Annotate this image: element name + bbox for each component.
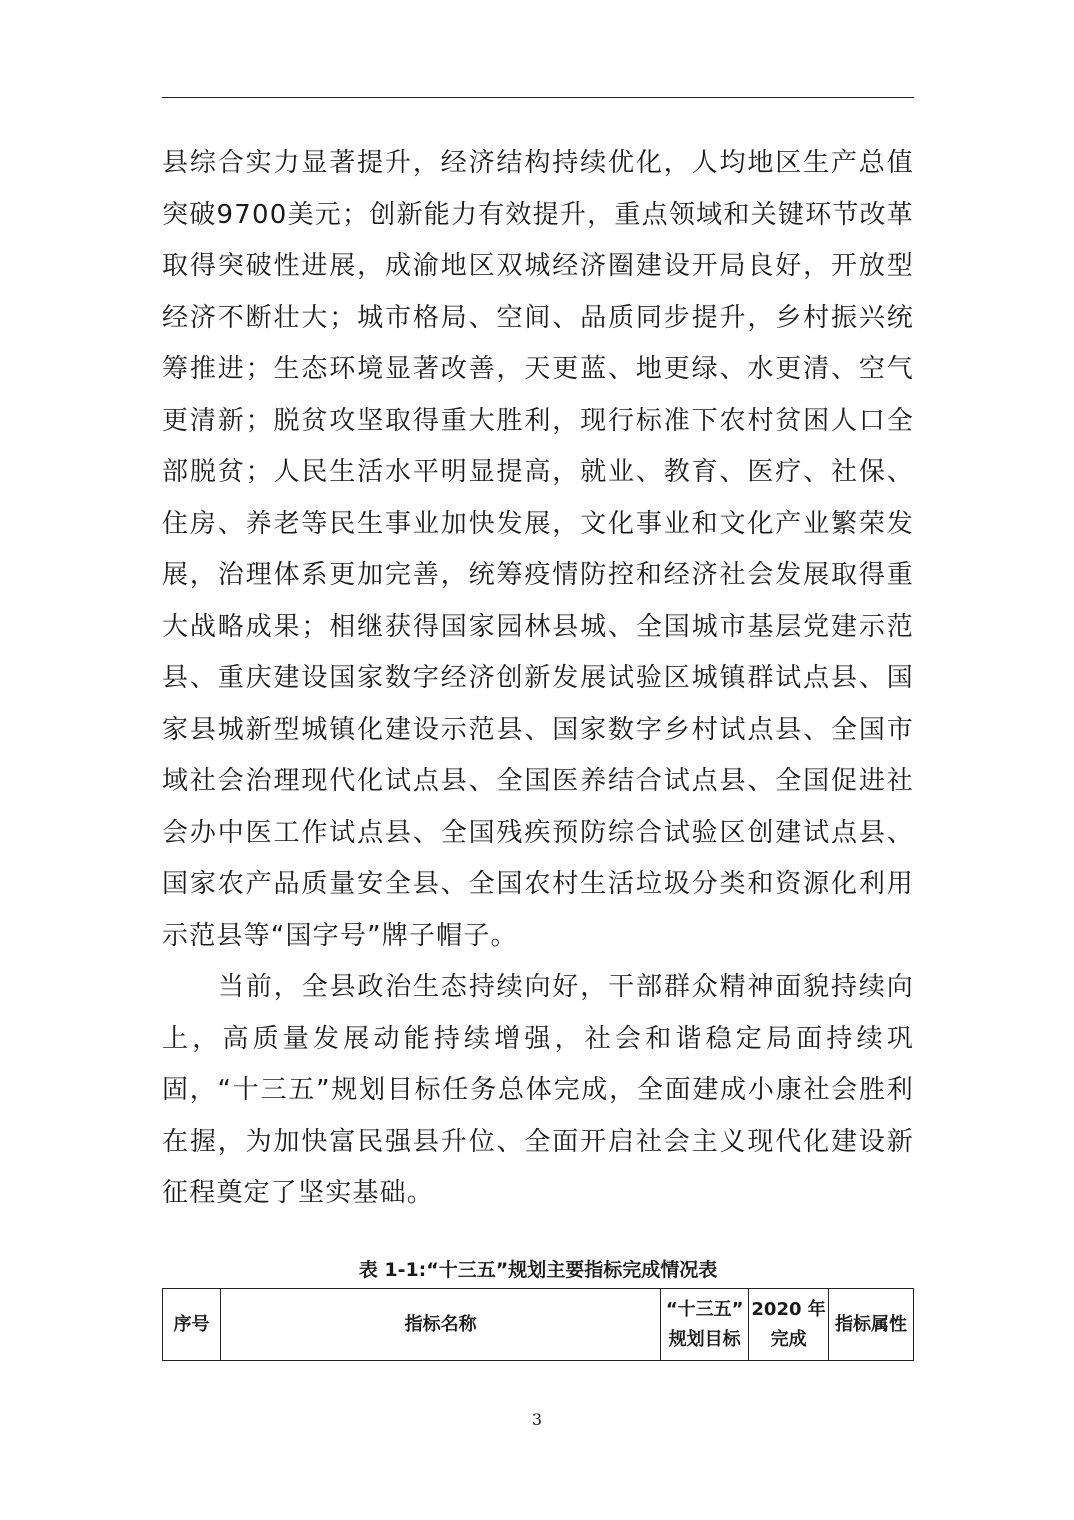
header-2020-done	[749, 1289, 829, 1361]
table-header-row	[163, 1289, 914, 1361]
header-2020-done-line1: 2020 年	[751, 1298, 826, 1320]
indicators-table	[162, 1288, 914, 1361]
header-attribute: 指标属性	[829, 1289, 914, 1361]
header-indicator-name: 指标名称	[220, 1289, 660, 1361]
header-index: 序号	[163, 1289, 221, 1361]
paragraph-current-status: 当前，全县政治生态持续向好，干部群众精神面貌持续向上，高质量发展动能持续增强，社会和谐稳定局面持续巩固，“十三五”规划目标任务总体完成，全面建成小康社会胜利在握，为加快富民强县升位、全面开启社会主义现代化建设新征程奠定了坚实基础。	[162, 972, 914, 1208]
page-number: 3	[531, 1410, 543, 1429]
header-2020-done-line2: 完成	[770, 1328, 807, 1350]
header-plan-target-line2: 规划目标	[668, 1328, 741, 1350]
header-rule	[162, 97, 914, 98]
body-text	[162, 138, 914, 1220]
table-caption: 表 1-1:“十三五”规划主要指标完成情况表	[358, 1259, 718, 1281]
header-plan-target-line1: “十三五”	[665, 1298, 744, 1320]
paragraph-achievements: 县综合实力显著提升，经济结构持续优化，人均地区生产总值突破9700美元；创新能力有效提升，重点领域和关键环节改革取得突破性进展，成渝地区双城经济圈建设开局良好，开放型经济不断壮大；城市格局、空间、品质同步提升，乡村振兴统筹推进；生态环境显著改善，天更蓝、地更绿、水更清、空气更清新；脱贫攻坚取得重大胜利，现行标准下农村贫困人口全部脱贫；人民生活水平明显提高，就业、教育、医疗、社保、住房、养老等民生事业加快发展，文化事业和文化产业繁荣发展，治理体系更加完善，统筹疫情防控和经济社会发展取得重大战略成果；相继获得国家园林县城、全国城市基层党建示范县、重庆建设国家数字经济创新发展试验区城镇群试点县、国家县城新型城镇化建设示范县、国家数字乡村试点县、全国市域社会治理现代化试点县、全国医养结合试点县、全国促进社会办中医工作试点县、全国残疾预防综合试验区创建试点县、国家农产品质量安全县、全国农村生活垃圾分类和资源化利用示范县等“国字号”牌子帽子。	[162, 148, 914, 951]
header-plan-target	[661, 1289, 749, 1361]
